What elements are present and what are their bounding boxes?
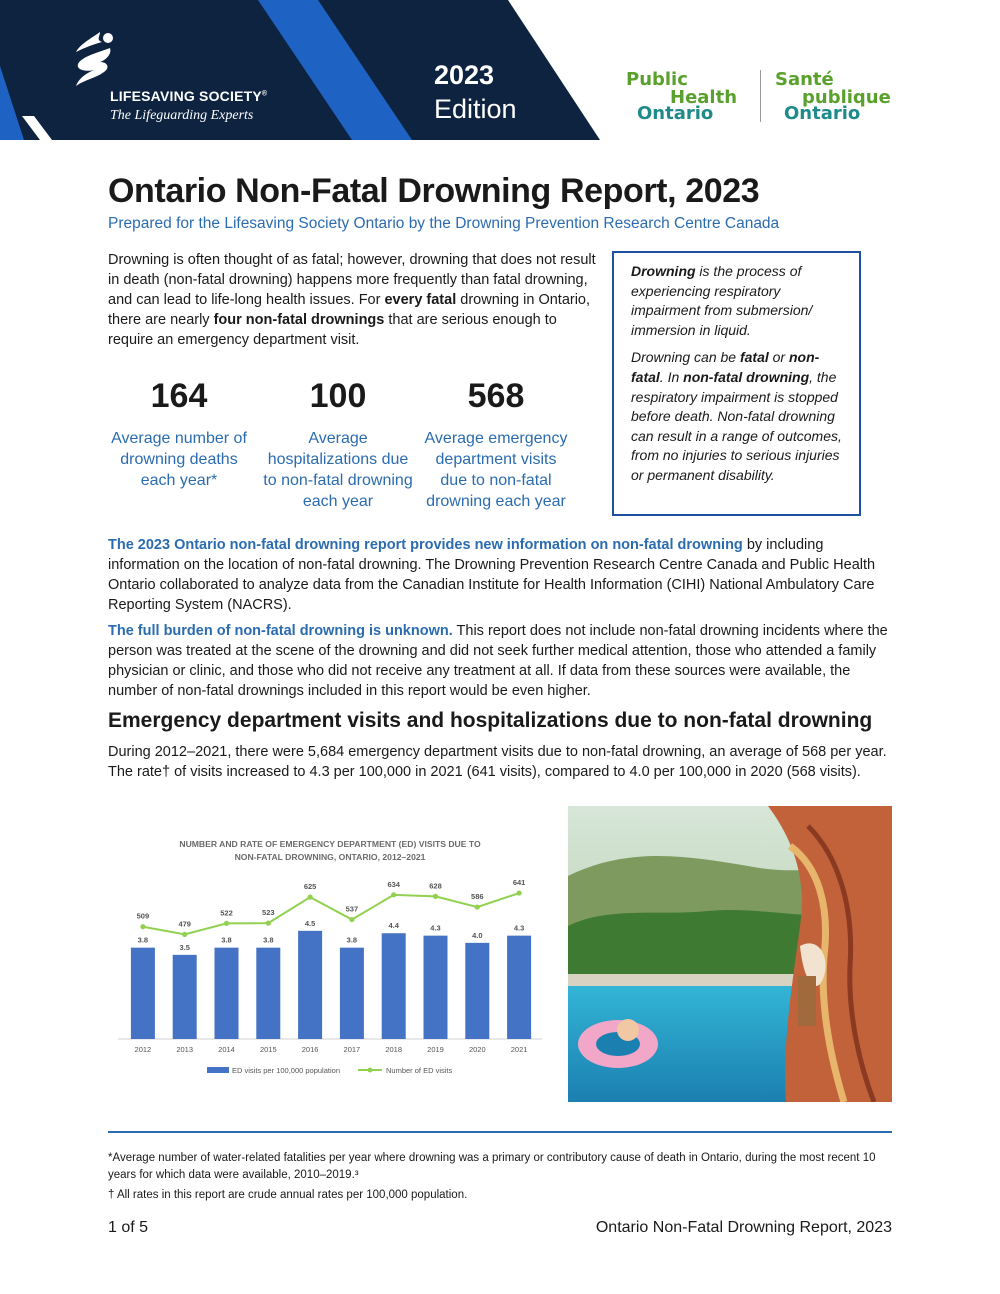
point-label-2012: 509: [136, 911, 150, 921]
bar-2020: [465, 943, 489, 1039]
footnote-2: † All rates in this report are crude annual rates per 100,000 population.: [108, 1189, 468, 1201]
intro-paragraph: Drowning is often thought of as fatal; however, drowning that does not result in death (non-fatal drowning) happens more frequently than fatal drowning, and can lead to life-long health issues. For every fatal drowning in Ontario, there are nearly four non-fatal drownings that are serious enough to require an emergency department visit.: [108, 252, 596, 348]
stat-value: 568: [467, 377, 525, 415]
legend-line-label: Number of ED visits: [386, 1066, 453, 1075]
page-number: 1 of 5: [108, 1219, 149, 1236]
pho-fr-line1: Santé: [775, 69, 834, 90]
x-tick-2016: 2016: [301, 1045, 319, 1054]
point-label-2020: 586: [471, 892, 484, 902]
point-label-2019: 628: [429, 881, 442, 891]
point-label-2016: 625: [303, 882, 317, 892]
point-label-2018: 634: [387, 879, 400, 889]
point-2014: [224, 921, 229, 926]
bar-2018: [382, 933, 406, 1039]
stat-hospitalizations: [263, 374, 413, 512]
point-2020: [475, 904, 480, 909]
x-tick-2017: 2017: [343, 1045, 361, 1054]
ed-visits-chart: [100, 820, 560, 1090]
stat-ed-visits: [421, 374, 571, 512]
bar-label-2021: 4.3: [513, 923, 525, 933]
stat-value: 100: [309, 377, 367, 415]
legend-line-marker: [368, 1068, 373, 1073]
header-banner: [0, 0, 1000, 140]
lifesaving-society-logo-icon: [70, 30, 120, 92]
ed-visits-line: [143, 893, 519, 934]
section-heading: Emergency department visits and hospitalizations due to non-fatal drowning: [108, 709, 873, 732]
chart-legend: [207, 1066, 453, 1075]
point-label-2013: 479: [178, 919, 191, 929]
bar-label-2020: 4.0: [472, 930, 483, 940]
x-tick-2021: 2021: [510, 1045, 528, 1054]
definition-paragraph-1: Drowning is the process of experiencing respiratory impairment from submersion/ immersion in liquid.: [631, 263, 813, 338]
definition-paragraph-2: Drowning can be fatal or non-fatal. In non-fatal drowning, the respiratory impairment is stopped before death. Non-fatal drowning can result in a range of outcomes, from no injuries to serious injuries or permanent disability.: [631, 349, 842, 483]
point-2021: [517, 890, 522, 895]
point-2016: [308, 895, 313, 900]
x-tick-2012: 2012: [134, 1045, 152, 1054]
stat-value: 164: [150, 377, 208, 415]
x-tick-2015: 2015: [259, 1045, 277, 1054]
section-paragraph: During 2012–2021, there were 5,684 emergency department visits due to non-fatal drowning, an average of 568 per year. The rate† of visits increased to 4.3 per 100,000 in 2021 (641 visits), compared to 4.0 per 100,000 in 2020 (568 visits).: [108, 744, 887, 780]
org-name: LIFESAVING SOCIETY®: [110, 88, 268, 104]
stat-label: Average emergency department visits due to non-fatal drowning each year: [424, 430, 568, 510]
drowning-definition-box: [612, 251, 861, 516]
pho-fr-line3: Ontario: [784, 103, 861, 124]
pool-photo: [568, 806, 892, 1102]
footnote-1: *Average number of water-related fatalities per year where drowning was a primary or contributory cause of death in Ontario, during the most recent 10 years for which data were available, 2010–2019.³: [108, 1152, 876, 1181]
x-tick-2013: 2013: [176, 1045, 194, 1054]
page-title: Ontario Non-Fatal Drowning Report, 2023: [108, 172, 760, 210]
page-subtitle: Prepared for the Lifesaving Society Ontario by the Drowning Prevention Research Centre Canada: [108, 215, 780, 232]
report-info-paragraph: The 2023 Ontario non-fatal drowning report provides new information on non-fatal drowning by including information on the location of non-fatal drowning. The Drowning Prevention Research Centre Canada and Public Health Ontario collaborated to analyze data from the Canadian Institute for Health Information (CIHI) National Ambulatory Care Reporting System (NACRS).: [108, 537, 876, 613]
point-2019: [433, 894, 438, 899]
chart-title-line2: NON-FATAL DROWNING, ONTARIO, 2012–2021: [234, 852, 426, 862]
bar-2014: [215, 948, 239, 1039]
x-tick-2018: 2018: [385, 1045, 403, 1054]
point-2017: [349, 917, 354, 922]
pho-en-line2: Health: [670, 87, 738, 108]
stat-label: Average hospitalizations due to non-fatal drowning each year: [263, 430, 413, 510]
point-2015: [266, 921, 271, 926]
point-label-2017: 537: [345, 904, 359, 914]
pho-divider: [760, 70, 761, 122]
point-2018: [391, 892, 396, 897]
pho-en-line1: Public: [626, 69, 688, 90]
org-tagline: The Lifeguarding Experts: [110, 108, 254, 123]
bar-label-2013: 3.5: [179, 942, 190, 952]
burden-paragraph: The full burden of non-fatal drowning is unknown. This report does not include non-fatal drowning incidents where the person was treated at the scene of the drowning and did not seek further medical attention, those who attended a family physician or clinic, and those who did not receive any treatment at all. If data from these sources were available, the number of non-fatal drownings included in this report would be even higher.: [108, 623, 888, 699]
bar-2013: [173, 955, 197, 1039]
x-tick-2014: 2014: [218, 1045, 235, 1054]
bar-label-2016: 4.5: [304, 918, 316, 928]
x-tick-2020: 2020: [468, 1045, 486, 1054]
stat-label: Average number of drowning deaths each year*: [111, 430, 247, 489]
pho-en-line3: Ontario: [637, 103, 714, 124]
legend-bar-label: ED visits per 100,000 population: [232, 1066, 340, 1075]
edition-year: 2023: [434, 60, 495, 90]
bar-2012: [131, 948, 155, 1039]
bar-label-2017: 3.8: [346, 935, 358, 945]
bar-label-2012: 3.8: [137, 935, 149, 945]
point-2012: [140, 924, 145, 929]
bar-label-2018: 4.4: [388, 921, 399, 931]
bar-label-2015: 3.8: [263, 935, 274, 945]
point-label-2014: 522: [220, 908, 233, 918]
pho-fr-line2: publique: [802, 87, 891, 108]
bar-2017: [340, 948, 364, 1039]
bar-2021: [507, 936, 531, 1039]
x-tick-2019: 2019: [427, 1045, 444, 1054]
edition-label: Edition: [434, 94, 517, 124]
bar-label-2019: 4.3: [430, 923, 441, 933]
point-2013: [182, 932, 187, 937]
legend-bar-swatch: [207, 1067, 229, 1073]
chart-title-line1: NUMBER AND RATE OF EMERGENCY DEPARTMENT (ED) VISITS DUE TO: [179, 839, 481, 849]
stat-deaths: [104, 374, 254, 491]
bar-2016: [298, 931, 322, 1039]
bar-2015: [256, 948, 280, 1039]
bar-label-2014: 3.8: [221, 935, 232, 945]
point-label-2021: 641: [512, 878, 526, 888]
point-label-2015: 523: [262, 908, 275, 918]
footer-rule: [108, 1131, 892, 1133]
bar-2019: [424, 936, 448, 1039]
footer-document-title: Ontario Non-Fatal Drowning Report, 2023: [595, 1219, 892, 1236]
